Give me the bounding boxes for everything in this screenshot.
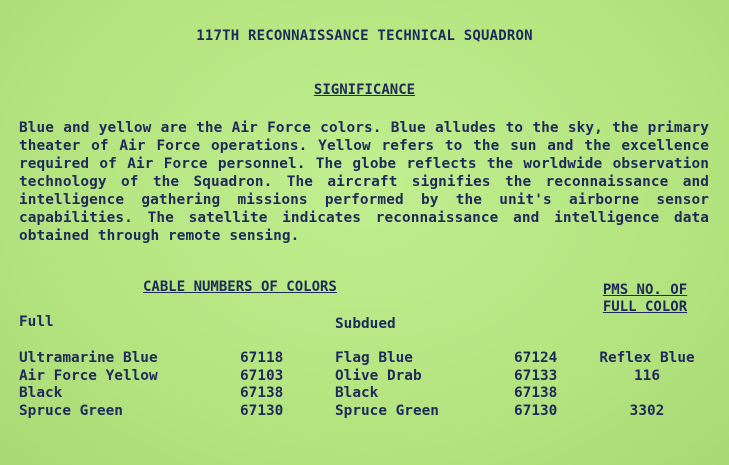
full-color-name: Ultramarine Blue [19,350,158,366]
full-color-number: 67138 [240,385,284,401]
significance-paragraph: Blue and yellow are the Air Force colors. Blue alludes to the sky, the primary theater of Air Force operations. Yellow refers to the sun and the excellence required of Air Force personnel. The globe reflects the worldwide observation technology of the Squadron. The aircraft signifies the reconnaissance and intelligence gathering missions performed by the unit's airborne sensor capabilities. The satellite indicates reconnaissance and intelligence data obtained through remote sensing. [19,120,709,244]
full-color-number: 67130 [240,403,284,419]
pms-number: 3302 [629,403,665,419]
document-title: 117TH RECONNAISSANCE TECHNICAL SQUADRON [196,28,533,44]
full-color-name: Black [19,385,63,401]
full-color-number: 67103 [240,368,284,384]
full-color-name: Spruce Green [19,403,123,419]
subdued-color-number: 67138 [514,385,558,401]
subdued-color-name: Spruce Green [335,403,439,419]
pms-heading: PMS NO. OF FULL COLOR [602,282,688,315]
cable-numbers-heading: CABLE NUMBERS OF COLORS [143,279,337,295]
subdued-column-heading: Subdued [335,316,396,332]
full-column-heading: Full [19,314,54,330]
subdued-color-number: 67133 [514,368,558,384]
pms-number: Reflex Blue [599,350,695,366]
subdued-color-number: 67130 [514,403,558,419]
subdued-color-name: Flag Blue [335,350,413,366]
subdued-color-name: Black [335,385,379,401]
pms-number: 116 [634,368,660,384]
section-heading: SIGNIFICANCE [313,82,416,98]
subdued-color-number: 67124 [514,350,558,366]
full-color-name: Air Force Yellow [19,368,158,384]
full-color-number: 67118 [240,350,284,366]
subdued-color-name: Olive Drab [335,368,422,384]
